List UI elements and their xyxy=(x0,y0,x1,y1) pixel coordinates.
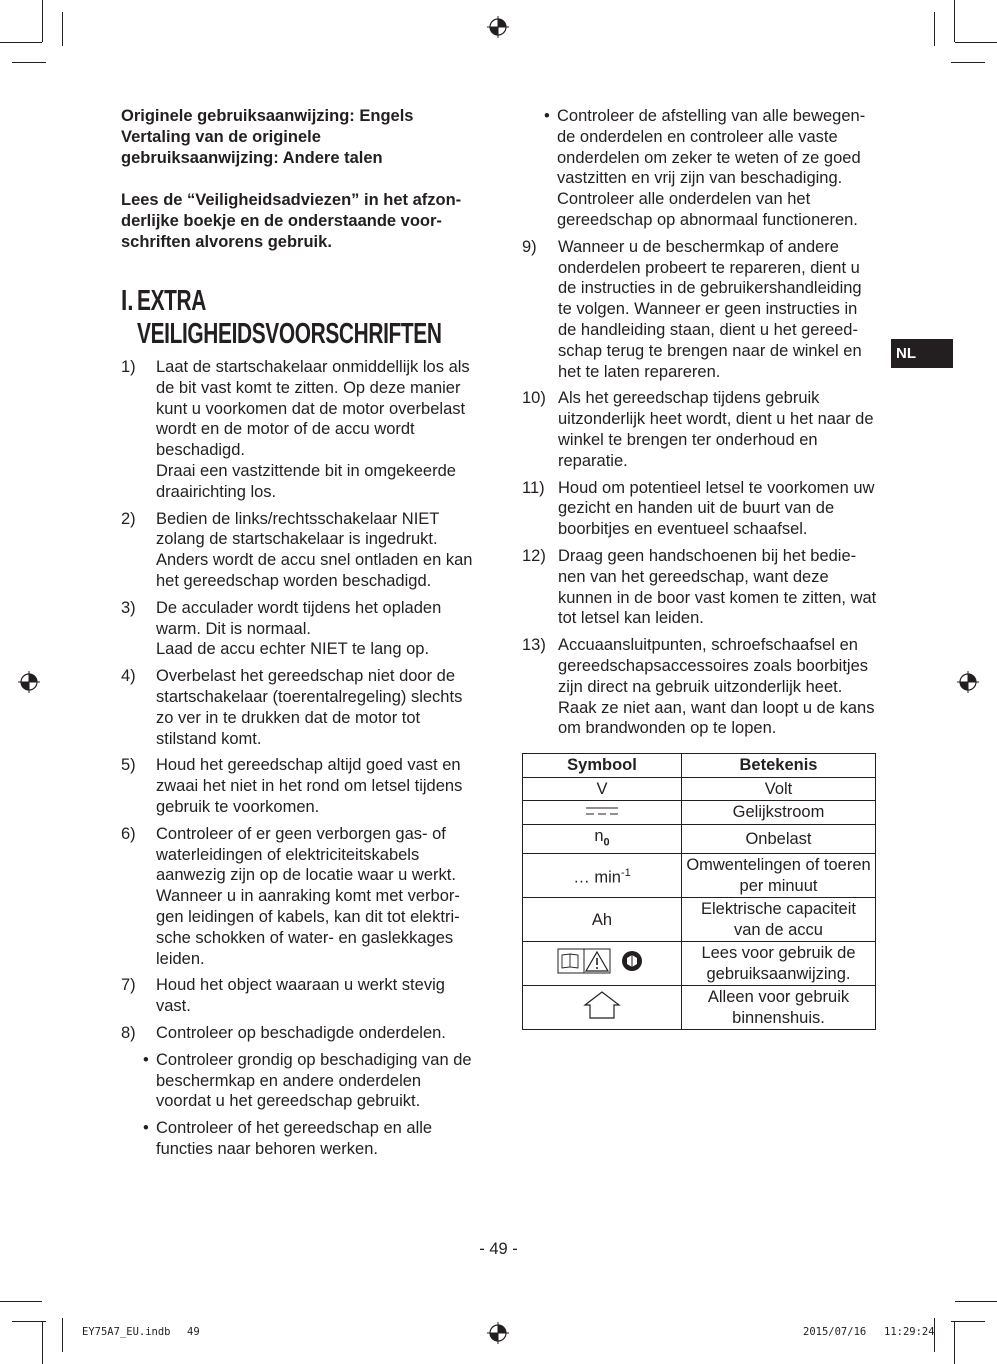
registration-mark-icon xyxy=(957,671,979,693)
item-text: Laat de startschakelaar onmiddellijk los als de bit vast komt te zitten. Op deze manier kunt u voorkomen dat de motor overbelast wordt en de motor of de accu wordt beschadigd. xyxy=(156,358,470,460)
section-title-line2: VEILIGHEIDSVOORSCHRIFTEN xyxy=(137,318,442,350)
crop-mark xyxy=(62,1318,63,1352)
item-number: 3) xyxy=(121,598,136,617)
symbol-rpm-cell xyxy=(523,854,682,898)
footer-page: 49 xyxy=(187,1326,200,1338)
list-item xyxy=(121,824,476,970)
item-text: Controleer op beschadigde onderdelen. xyxy=(156,1023,446,1042)
language-tab: NL xyxy=(891,339,953,368)
table-header-row xyxy=(523,754,876,778)
meaning-cell: Volt xyxy=(682,777,876,801)
crop-mark xyxy=(954,0,955,42)
item-number: 8) xyxy=(121,1023,136,1042)
list-item xyxy=(121,666,476,749)
item-text: Houd het gereedschap altijd goed vast en zwaai het niet in het rond om letsel tijdens gebruik te voorkomen. xyxy=(156,756,463,816)
section-heading xyxy=(121,285,476,351)
registration-mark-icon xyxy=(487,16,509,38)
right-column xyxy=(522,106,877,1030)
bullet-dot: • xyxy=(544,107,550,125)
table-row xyxy=(523,824,876,854)
item-text: Draag geen handschoenen bij het bedie-nen van het gereedschap, want deze kunnen in de boor vast komen te zitten, wat tot letsel kan leiden. xyxy=(558,546,877,628)
list-item xyxy=(121,975,476,1017)
item-text: Overbelast het gereedschap niet door de startschakelaar (toerentalregeling) slechts zo ver in te drukken dat de motor tot stilstand komt. xyxy=(156,667,463,748)
registration-mark-icon xyxy=(487,1322,509,1344)
item-text: Als het gereedschap tijdens gebruik uitzonderlijk heet wordt, dient u het naar de winkel te brengen ter onderhoud en reparatie. xyxy=(558,389,874,470)
item-text: Controleer of er geen verborgen gas- of waterleidingen of elektriciteitskabels aanwezig zijn op de locatie waar u werkt. Wanneer u in aanraking komt met verbor-gen leidingen of kabels, kan dit tot elektri-sche schokken of water- en gaslekkages leiden. xyxy=(156,824,460,968)
item-text: Bedien de links/rechtsschakelaar NIET zolang de startschakelaar is ingedrukt. Anders wordt de accu snel ontladen en kan het gereedschap worden beschadigd. xyxy=(156,509,473,590)
item-text: Houd om potentieel letsel te voorkomen uw gezicht en handen uit de buurt van de boorbitjes en eventueel schaafsel. xyxy=(558,478,875,539)
crop-mark xyxy=(42,1322,43,1364)
crop-mark xyxy=(955,42,997,43)
safety-list-left xyxy=(121,357,476,1044)
symbol-table xyxy=(522,753,876,1030)
list-item xyxy=(522,478,877,540)
item-number: 7) xyxy=(121,976,136,995)
crop-mark xyxy=(62,12,63,46)
list-item xyxy=(121,1023,476,1044)
bullet-dot: • xyxy=(143,1050,149,1069)
footer-time: 11:29:24 xyxy=(884,1326,935,1338)
table-row xyxy=(523,898,876,942)
intro-translation: Vertaling van de originele gebruiksaanwijzing: Andere talen xyxy=(121,128,383,167)
symbol-volt: V xyxy=(523,777,682,801)
bullet-text: Controleer de afstelling van alle bewegen-de onderdelen en controleer alle vaste onderdelen om zeker te weten of ze goed vastzitten en vrij zijn van beschadiging. Controleer alle onderdelen van het gereedschap op abnormaal functioneren. xyxy=(557,107,866,229)
item-text-extra: Draai een vastzittende bit in omgekeerde draairichting los. xyxy=(156,461,456,501)
bullet-list-left xyxy=(121,1050,476,1160)
table-row xyxy=(523,777,876,801)
list-item xyxy=(121,755,476,817)
symbol-n-subscript: 0 xyxy=(603,835,610,848)
item-number: 2) xyxy=(121,509,136,528)
section-number: I. xyxy=(121,285,134,317)
item-number: 9) xyxy=(522,237,537,256)
table-header-meaning: Betekenis xyxy=(682,754,876,778)
bullet-item xyxy=(121,1050,476,1112)
section-title-line1: EXTRA xyxy=(137,285,207,317)
item-number: 4) xyxy=(121,667,136,686)
list-item xyxy=(121,598,476,660)
list-item xyxy=(121,509,476,592)
meaning-cell: Omwentelingen of toeren per minuut xyxy=(682,854,876,898)
meaning-cell: Gelijkstroom xyxy=(682,801,876,825)
crop-mark xyxy=(42,0,43,42)
list-item xyxy=(522,388,877,471)
footer-filename: EY75A7_EU.indb xyxy=(82,1326,171,1338)
item-number: 6) xyxy=(121,824,136,843)
symbol-read-manual-cell xyxy=(523,942,682,986)
list-item xyxy=(522,635,877,739)
item-number: 12) xyxy=(522,546,546,565)
symbol-min-superscript: -1 xyxy=(620,867,631,880)
footer-date: 2015/07/16 xyxy=(803,1326,867,1338)
symbol-dc-cell xyxy=(523,801,682,825)
list-item xyxy=(121,357,476,503)
crop-mark xyxy=(934,12,935,46)
meaning-cell: Onbelast xyxy=(682,824,876,854)
item-number: 13) xyxy=(522,636,546,655)
bullet-text: Controleer of het gereedschap en alle functies naar behoren werken. xyxy=(156,1119,433,1158)
indoor-use-house-icon xyxy=(582,989,622,1021)
symbol-ah: Ah xyxy=(523,898,682,942)
registration-mark-icon xyxy=(18,671,40,693)
table-row xyxy=(523,854,876,898)
table-header-symbol: Symbool xyxy=(523,754,682,778)
intro-original-language: Originele gebruiksaanwijzing: Engels xyxy=(121,107,414,125)
crop-mark xyxy=(955,1301,997,1302)
left-column xyxy=(121,106,476,1166)
crop-mark xyxy=(951,62,985,63)
bullet-text: Controleer grondig op beschadiging van de beschermkap en andere onderdelen voordat u het gereedschap gebruikt. xyxy=(156,1050,472,1111)
read-manual-warning-icon xyxy=(556,946,648,976)
item-text: De acculader wordt tijdens het opladen warm. Dit is normaal. xyxy=(156,598,442,638)
table-row xyxy=(523,801,876,825)
list-item xyxy=(522,546,877,629)
meaning-cell: Lees voor gebruik de gebruiksaanwijzing. xyxy=(682,942,876,986)
bullet-dot: • xyxy=(143,1119,149,1138)
item-text: Accuaansluitpunten, schroefschaafsel en gereedschapsaccessoires zoals boorbitjes zijn direct na gebruik uitzonderlijk heet. Raak ze niet aan, want dan loopt u de kans om brandwonden op te lopen. xyxy=(558,636,875,738)
item-number: 1) xyxy=(121,358,136,376)
crop-mark xyxy=(954,1322,955,1364)
item-number: 11) xyxy=(522,478,545,497)
crop-mark xyxy=(12,1321,46,1322)
crop-mark xyxy=(0,42,42,43)
symbol-n: n xyxy=(594,826,604,845)
intro-safety-notice: Lees de “Veiligheidsadviezen” in het afzon-derlijke boekje en de onderstaande voor-schriften alvorens gebruik. xyxy=(121,191,462,251)
table-row xyxy=(523,986,876,1030)
item-text: Wanneer u de beschermkap of andere onderdelen probeert te repareren, dient u de instructies in de gebruikershandleiding te volgen. Wanneer er geen instructies in de handleiding staan, dient u het gereed-schap terug te brengen naar de winkel en het te laten repareren. xyxy=(558,237,862,381)
crop-mark xyxy=(951,1321,985,1322)
page-number: - 49 - xyxy=(479,1240,518,1258)
direct-current-icon xyxy=(585,805,619,817)
item-number: 5) xyxy=(121,756,136,775)
bullet-item xyxy=(121,1118,476,1160)
item-text: Houd het object waaraan u werkt stevig vast. xyxy=(156,976,445,1016)
item-text-extra: Laad de accu echter NIET te lang op. xyxy=(156,640,430,659)
meaning-cell: Alleen voor gebruik binnenshuis. xyxy=(682,986,876,1030)
table-row xyxy=(523,942,876,986)
crop-mark xyxy=(0,1301,42,1302)
bullet-list-right xyxy=(522,106,877,231)
bullet-item xyxy=(522,106,877,231)
crop-mark xyxy=(12,62,46,63)
item-number: 10) xyxy=(522,389,546,408)
list-item xyxy=(522,237,877,383)
symbol-no-load-cell xyxy=(523,824,682,854)
meaning-cell: Elektrische capaciteit van de accu xyxy=(682,898,876,942)
safety-list-right xyxy=(522,237,877,739)
symbol-indoor-cell xyxy=(523,986,682,1030)
symbol-min: … min xyxy=(573,868,621,887)
